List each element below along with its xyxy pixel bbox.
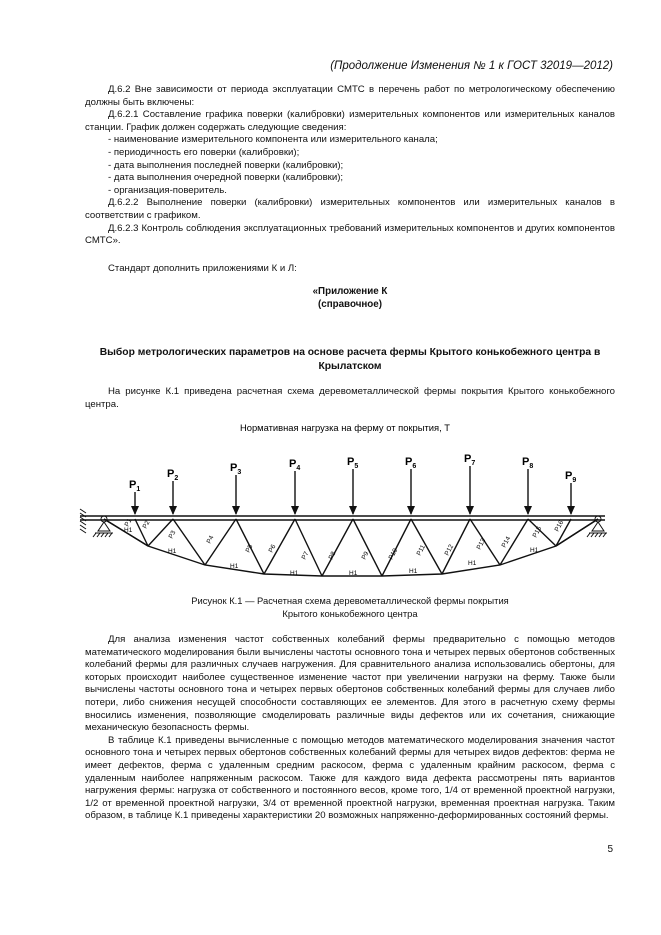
diagonal-label: Р2 bbox=[141, 519, 152, 530]
chord-label: Н1 bbox=[168, 548, 177, 555]
member-labels bbox=[124, 517, 566, 577]
chord-label: Н1 bbox=[530, 547, 539, 554]
diagonal-label: Р10 bbox=[387, 547, 400, 561]
chord-label: Н1 bbox=[290, 570, 299, 577]
body-text bbox=[85, 634, 615, 823]
load-label: $P_1$ bbox=[129, 479, 141, 493]
chord-label: Н1 bbox=[409, 568, 418, 575]
load-label: $P_8$ bbox=[522, 456, 534, 470]
load-arrow bbox=[464, 453, 475, 515]
truss-members bbox=[80, 516, 605, 576]
diagonal-label: Р12 bbox=[443, 543, 456, 557]
diagonal-label: Р9 bbox=[360, 550, 371, 561]
appendix-label: «Приложение К bbox=[312, 286, 388, 297]
diagonal-label: Р15 bbox=[531, 525, 544, 539]
list-item: - дата выполнения последней поверки (калибровки); bbox=[108, 159, 344, 171]
load-label: $P_2$ bbox=[167, 468, 179, 482]
list-item: - наименование измерительного компонента или измерительного канала; bbox=[108, 134, 438, 146]
load-label: $P_3$ bbox=[230, 462, 242, 476]
diagonal-label: Р11 bbox=[415, 543, 427, 557]
chord-label: Н1 bbox=[468, 560, 477, 567]
end-wall bbox=[80, 509, 86, 533]
load-label: $P_5$ bbox=[347, 456, 359, 470]
page-number: 5 bbox=[607, 844, 613, 855]
load-title: Нормативная нагрузка на ферму от покрытия, Т bbox=[239, 422, 451, 433]
diagonal-label: Р5 bbox=[244, 543, 255, 554]
paragraph: Для анализа изменения частот собственных колебаний фермы предварительно с помощью методов математического моделирования были вычислены частоты основного тона и четырех первых обертонов собственных колебаний фермы для различных случаев нагружения. Для сравнительного анализа использовались обертоны, для которых происходит наиболее существенное изменение частот при увеличении нагрузки на ферму. Также были вычислены частоты основного тона и четырех первых обертонов собственных колебаний фермы для случаев либо потери, либо снижения несущей способности составляющих ее элементов. Для этого в расчетную схему фермы вносились изменения, позволяющие смоделировать различные виды дефектов или их сочетания, снижающие механическую безопасность фермы. bbox=[85, 634, 615, 734]
chord-label: Н1 bbox=[230, 563, 239, 570]
chord-label: Н1 bbox=[124, 527, 133, 534]
diagonal-label: Р8 bbox=[327, 550, 338, 561]
diagonal-label: Р13 bbox=[475, 537, 488, 551]
diagonal-label: Р16 bbox=[553, 519, 566, 533]
appendix-title: Выбор метрологических параметров на основе расчета фермы Крытого конькобежного центра в Крылатском bbox=[99, 347, 601, 372]
truss-diagram bbox=[60, 410, 620, 600]
list-item: - организация-поверитель. bbox=[108, 184, 227, 196]
paragraph: Д.6.2.1 Составление графика поверки (калибровки) измерительных компонентов или измерительных каналов станции. График должен содержать следующие сведения: bbox=[85, 109, 615, 133]
load-arrow bbox=[565, 470, 576, 515]
load-arrow bbox=[522, 456, 533, 515]
diagonal-label: Р6 bbox=[267, 543, 278, 554]
section-d62 bbox=[85, 84, 615, 248]
diagonal-label: Р3 bbox=[167, 529, 178, 540]
caption-line: Рисунок К.1 — Расчетная схема деревометаллической фермы покрытия bbox=[191, 595, 509, 606]
paragraph: Стандарт дополнить приложениями К и Л: bbox=[108, 263, 297, 274]
appendix-type: (справочное) bbox=[318, 299, 382, 310]
paragraph: Д.6.2 Вне зависимости от периода эксплуатации СМТС в перечень работ по метрологическому обеспечению должны быть включены: bbox=[85, 84, 615, 108]
diagonal-label: Р4 bbox=[205, 534, 216, 545]
load-arrow bbox=[405, 456, 416, 515]
page-header: (Продолжение Изменения № 1 к ГОСТ 32019—2012) bbox=[330, 60, 613, 72]
load-label: $P_9$ bbox=[565, 470, 577, 484]
load-arrow bbox=[129, 479, 140, 515]
list-item: - периодичность его поверки (калибровки); bbox=[108, 146, 300, 158]
load-arrows bbox=[129, 453, 576, 515]
load-arrow bbox=[167, 468, 178, 515]
load-arrow bbox=[347, 456, 358, 515]
chord-label: Н1 bbox=[349, 570, 358, 577]
diagonal-label: Р14 bbox=[500, 535, 513, 549]
list-item: - дата выполнения очередной поверки (калибровки); bbox=[108, 172, 344, 184]
diagonal-label: Р1 bbox=[123, 517, 134, 528]
caption-line: Крытого конькобежного центра bbox=[282, 608, 418, 619]
paragraph: В таблице К.1 приведены вычисленные с помощью методов математического моделирования значения частот основного тона и четырех первых обертонов собственных колебаний фермы для четырех видов дефектов: ферма не имеет дефектов, ферма с удаленным средним раскосом, ферма с удаленным крайним раскосом, ферма с удаленным наиболее напряженным раскосом. Также для каждого вида дефекта рассмотрены пять вариантов нагружения фермы: нагрузка от собственного и постоянного весов, кроме того, 1/4 от временной проектной нагрузки, 1/2 от временной проектной нагрузки, 3/4 от временной проектной нагрузки, временная проектная нагрузка. Таким образом, в таблице К.1 приведены характеристики 20 возможных напряженно-деформированных состояний фермы. bbox=[85, 734, 615, 822]
paragraph: Д.6.2.3 Контроль соблюдения эксплуатационных требований измерительных компонентов и других компонентов СМТС». bbox=[85, 222, 615, 247]
load-arrow bbox=[289, 458, 300, 515]
support bbox=[93, 516, 113, 537]
load-label: $P_6$ bbox=[405, 456, 417, 470]
figure-caption bbox=[85, 594, 615, 620]
load-label: $P_7$ bbox=[464, 453, 476, 467]
paragraph: На рисунке К.1 приведена расчетная схема деревометаллической фермы покрытия Крытого конькобежного центра. bbox=[85, 386, 615, 410]
appendix-heading bbox=[85, 285, 615, 311]
truss-figure bbox=[60, 410, 620, 600]
intro bbox=[85, 386, 615, 411]
load-arrow bbox=[230, 462, 241, 515]
diagonal-label: Р7 bbox=[300, 550, 311, 561]
paragraph: Д.6.2.2 Выполнение поверки (калибровки) измерительных компонентов или измерительных каналов в соответствии с графиком. bbox=[85, 197, 615, 221]
addition-note bbox=[85, 263, 615, 276]
load-label: $P_4$ bbox=[289, 458, 301, 472]
